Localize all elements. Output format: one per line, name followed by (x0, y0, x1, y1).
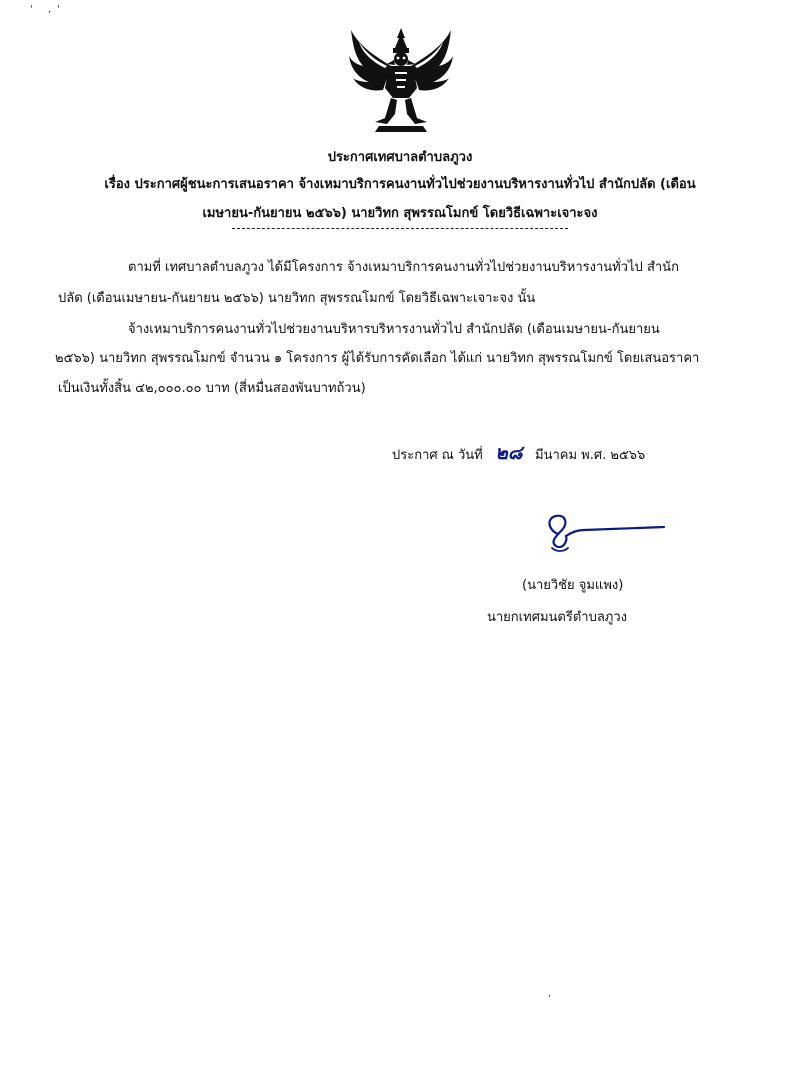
signer-position: นายกเทศมนตรีตำบลภูวง (487, 610, 627, 625)
scan-specks: ' ,' (30, 4, 66, 15)
paragraph-1-line-1: ตามที่ เทศบาลตำบลภูวง ได้มีโครงการ จ้างเหมาบริการคนงานทั่วไปช่วยงานบริหารงานทั่วไป สำนัก (128, 260, 679, 275)
scan-mark: , (548, 988, 552, 999)
paragraph-1-line-2: ปลัด (เดือนเมษายน-กันยายน ๒๕๖๖) นายวิทก สุพรรณโมกข์ โดยวิธีเฉพาะเจาะจง นั้น (58, 291, 536, 306)
document-title: ประกาศเทศบาลตำบลภูวง (327, 150, 473, 165)
subject-line-1: เรื่อง ประกาศผู้ชนะการเสนอราคา จ้างเหมาบริการคนงานทั่วไปช่วยงานบริหารงานทั่วไป สำนักปลัด (เดือน (104, 177, 696, 192)
signer-name: (นายวิชัย จูมแพง) (522, 578, 624, 593)
paragraph-2-line-3: เป็นเงินทั้งสิ้น ๔๒,๐๐๐.๐๐ บาท (สี่หมื่นสองพันบาทถ้วน) (58, 381, 366, 396)
handwritten-day: ๒๘ (495, 442, 523, 464)
paragraph-2-line-2: ๒๕๖๖) นายวิทก สุพรรณโมกข์ จำนวน ๑ โครงการ ผู้ได้รับการคัดเลือก ได้แก่ นายวิทก สุพรรณโมกข์ โดยเสนอราคา (55, 351, 700, 366)
announcement-prefix: ประกาศ ณ วันที่ (392, 448, 483, 463)
announcement-suffix: มีนาคม พ.ศ. ๒๕๖๖ (535, 448, 646, 463)
garuda-emblem (345, 26, 457, 138)
handwritten-signature (538, 508, 668, 556)
announcement-date (392, 438, 645, 468)
subject-line-2: เมษายน-กันยายน ๒๕๖๖) นายวิทก สุพรรณโมกข์ โดยวิธีเฉพาะเจาะจง (202, 206, 598, 221)
paragraph-2-line-1: จ้างเหมาบริการคนงานทั่วไปช่วยงานบริหารบริหารงานทั่วไป สำนักปลัด (เดือนเมษายน-กันยายน (128, 322, 660, 337)
dashed-divider (232, 228, 568, 229)
